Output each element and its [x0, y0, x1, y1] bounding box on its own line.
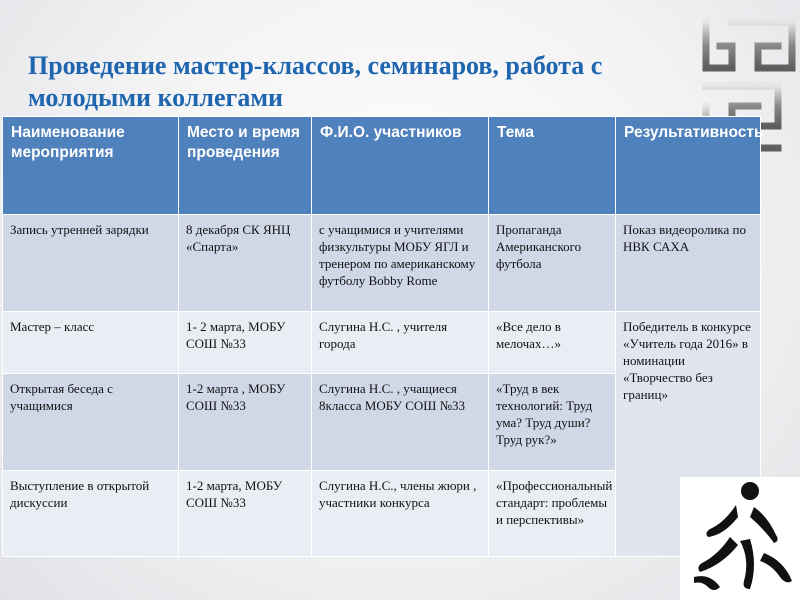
header-event-name: Наименование мероприятия [3, 117, 179, 215]
cell-place: 1-2 марта, МОБУ СОШ №33 [179, 471, 312, 557]
cell-place: 8 декабря СК ЯНЦ «Спарта» [179, 215, 312, 312]
cell-topic: «Все дело в мелочах…» [489, 312, 616, 374]
cell-topic: «Профессиональный стандарт: проблемы и перспективы» [489, 471, 616, 557]
table-header-row [3, 117, 761, 215]
cell-participants: с учащимися и учителями физкультуры МОБУ ЯГЛ и тренером по американскому футболу Bobby Rome [312, 215, 489, 312]
table-row [3, 312, 761, 374]
cell-event: Мастер – класс [3, 312, 179, 374]
cell-event: Выступление в открытой дискуссии [3, 471, 179, 557]
cell-result: Показ видеоролика по НВК САХА [616, 215, 761, 312]
events-table [2, 116, 764, 557]
cell-participants: Слугина Н.С. , учителя города [312, 312, 489, 374]
cell-topic: Пропаганда Американского футбола [489, 215, 616, 312]
cell-event: Открытая беседа с учащимися [3, 374, 179, 471]
header-participants: Ф.И.О. участников [312, 117, 489, 215]
dancing-figure-logo-icon [680, 477, 800, 600]
cell-topic: «Труд в век технологий: Труд ума? Труд души? Труд рук?» [489, 374, 616, 471]
cell-place: 1- 2 марта, МОБУ СОШ №33 [179, 312, 312, 374]
cell-participants: Слугина Н.С., члены жюри , участники конкурса [312, 471, 489, 557]
cell-result: Победитель в конкурсе «Учитель года 2016» в номинации «Творчество без границ» [616, 312, 761, 557]
cell-event: Запись утренней зарядки [3, 215, 179, 312]
header-place-time: Место и время проведения [179, 117, 312, 215]
page-title: Проведение мастер-классов, семинаров, работа с молодыми коллегами [28, 51, 603, 112]
cell-participants: Слугина Н.С. , учащиеся 8класса МОБУ СОШ №33 [312, 374, 489, 471]
header-topic: Тема [489, 117, 616, 215]
cell-place: 1-2 марта , МОБУ СОШ №33 [179, 374, 312, 471]
header-result: Результативность [616, 117, 761, 215]
table-row [3, 215, 761, 312]
